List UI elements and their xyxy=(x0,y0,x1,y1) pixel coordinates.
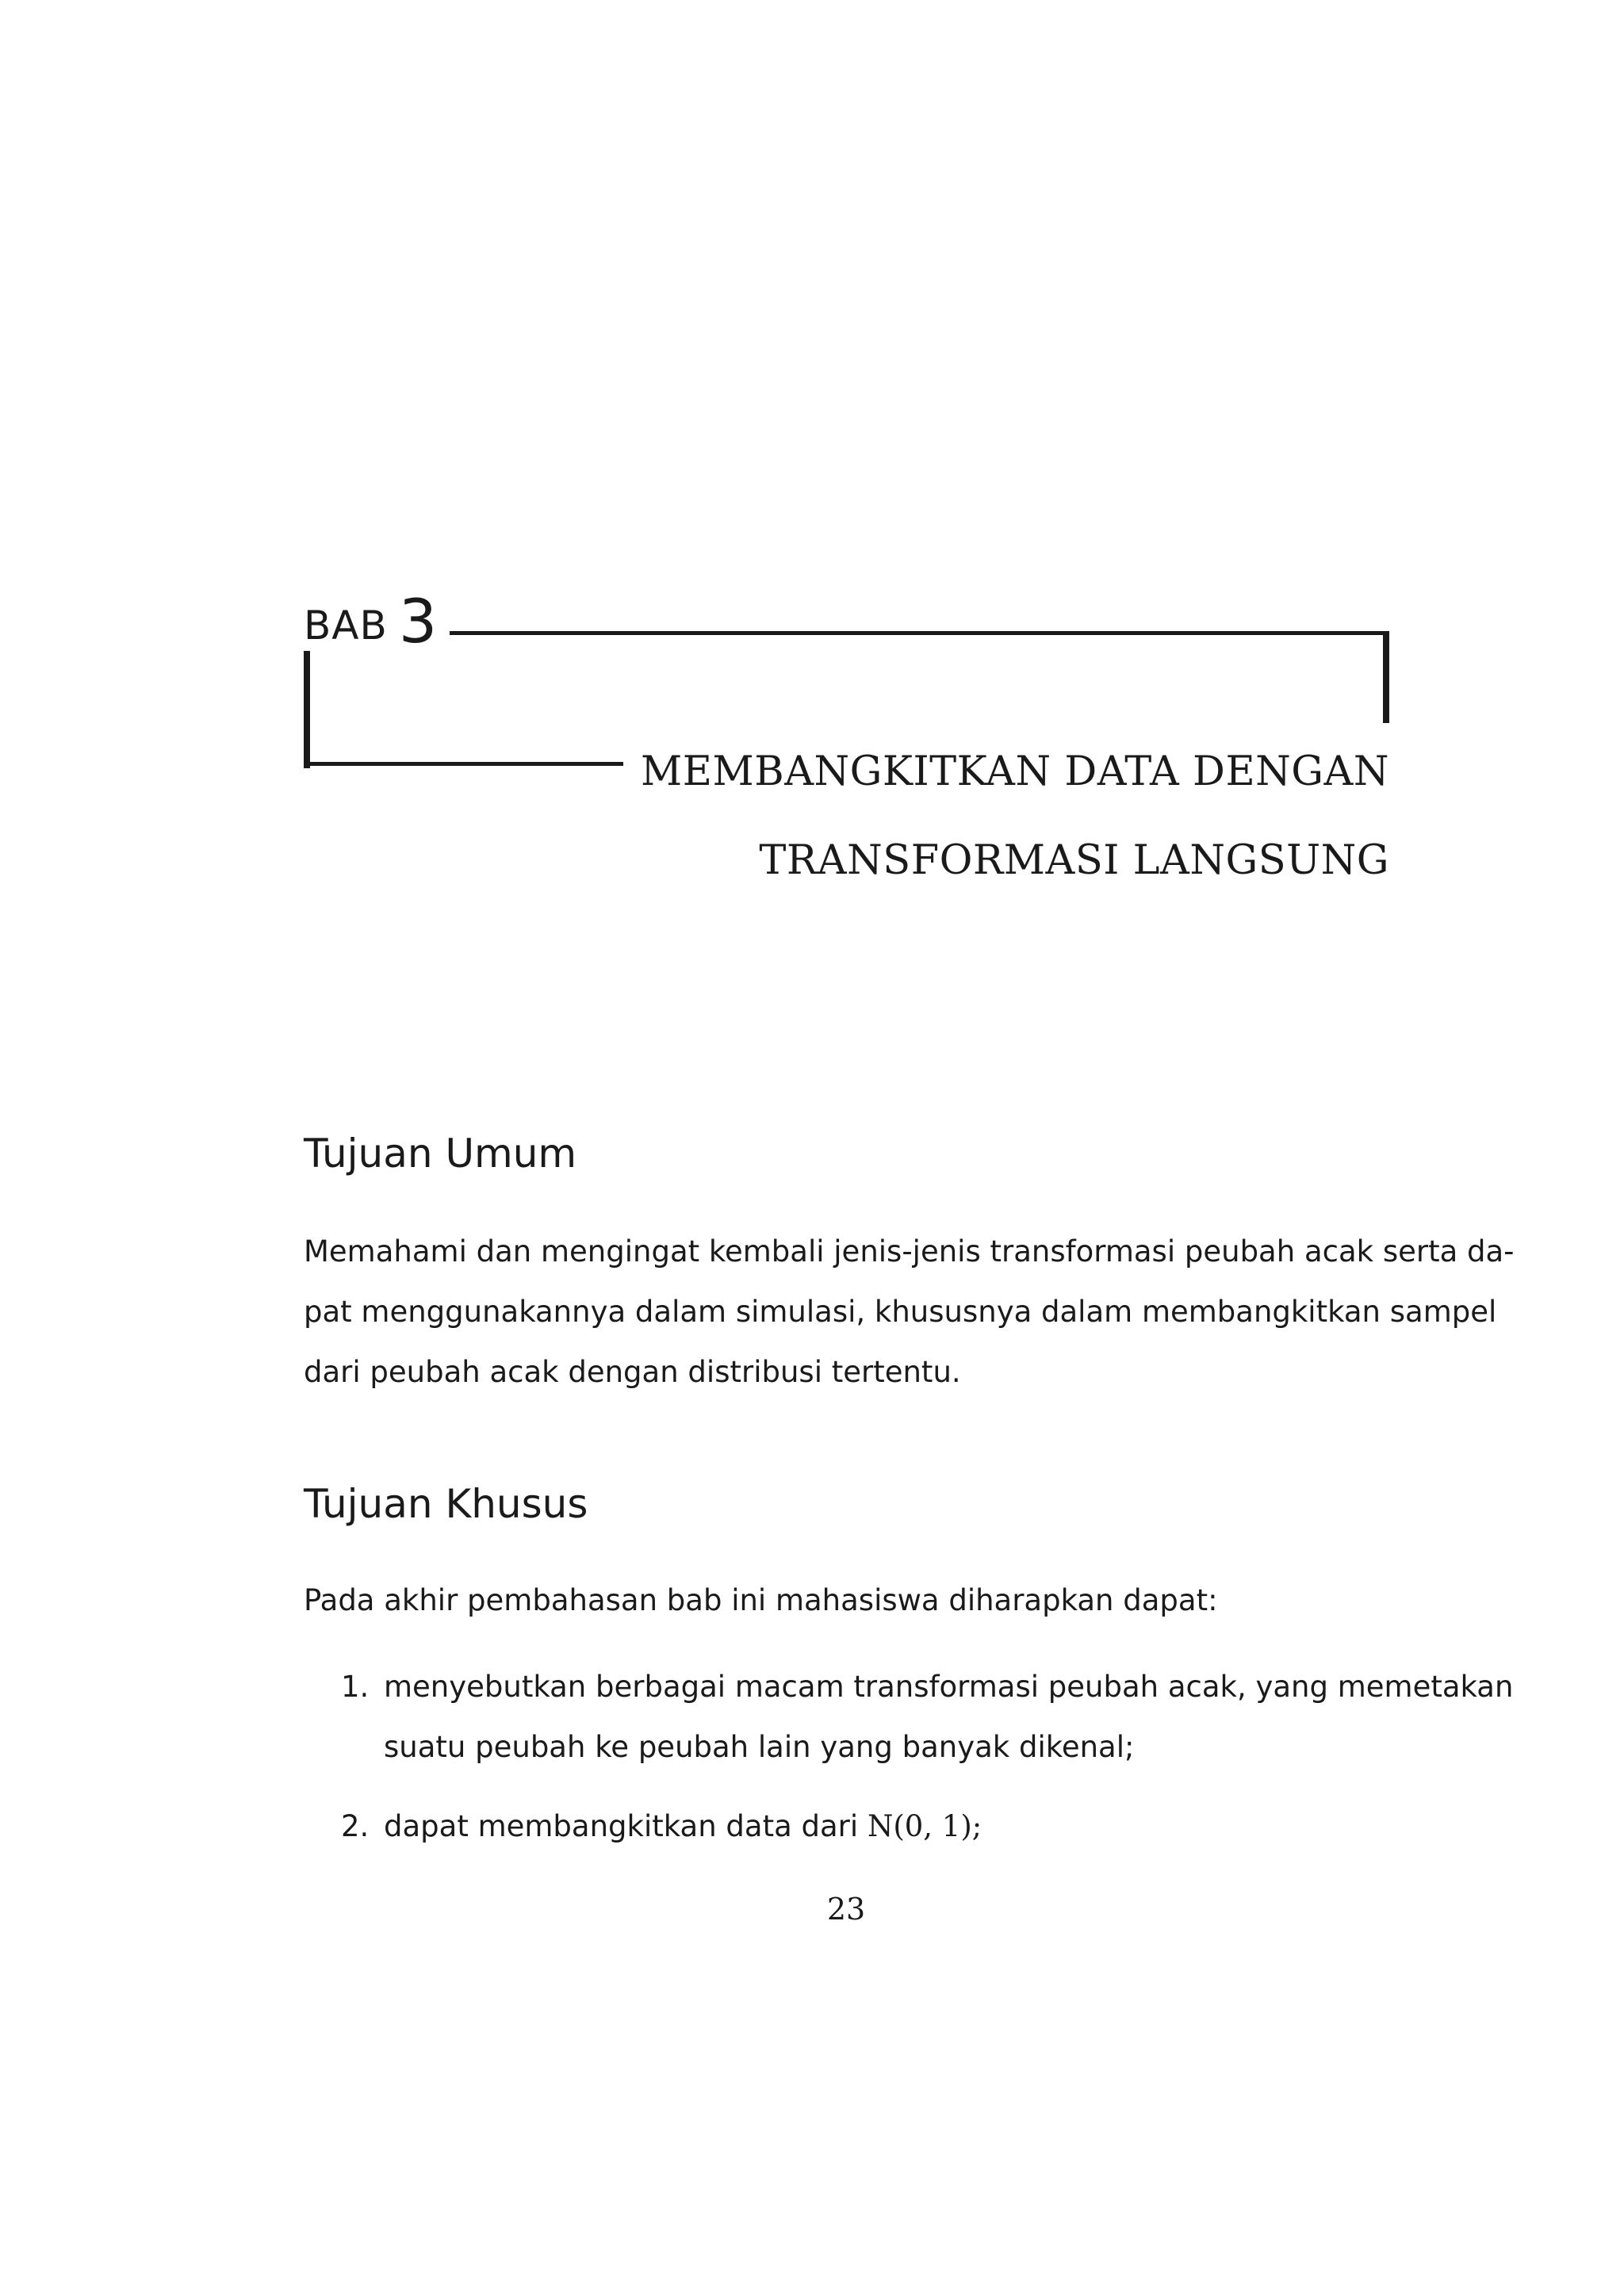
chapter-rule-right xyxy=(1383,631,1389,723)
list-item-number: 1. xyxy=(341,1670,370,1704)
paragraph-line: dari peubah acak dengan distribusi tertentu. xyxy=(304,1355,961,1389)
chapter-label xyxy=(304,572,438,656)
paragraph-tujuan-khusus-intro xyxy=(304,1571,1389,1631)
list-item-text: dapat membangkitkan data dari xyxy=(384,1809,859,1843)
paragraph-line: Memahami dan mengingat kembali jenis-jenis transformasi peubah acak serta da- xyxy=(304,1234,1515,1269)
list-item xyxy=(341,1657,1514,1777)
paragraph-line: Pada akhir pembahasan bab ini mahasiswa diharapkan dapat: xyxy=(304,1583,1218,1617)
chapter-title-line-2: TRANSFORMASI LANGSUNG xyxy=(759,837,1389,884)
list-item-line xyxy=(384,1797,1389,1857)
math-expression: N(0, 1); xyxy=(867,1809,982,1843)
paragraph-line: pat menggunakannya dalam simulasi, khususnya dalam membangkitkan sampel xyxy=(304,1295,1497,1329)
chapter-rule-top xyxy=(450,631,1389,635)
chapter-title-line-1: MEMBANGKITKAN DATA DENGAN xyxy=(641,748,1389,795)
chapter-title xyxy=(555,728,1389,905)
section-heading-tujuan-khusus: Tujuan Khusus xyxy=(304,1481,588,1527)
list-item-line: suatu peubah ke peubah lain yang banyak dikenal; xyxy=(384,1730,1135,1764)
list-item-line: menyebutkan berbagai macam transformasi peubah acak, yang memetakan xyxy=(384,1670,1514,1704)
chapter-word: BAB xyxy=(304,603,388,649)
list-item-body xyxy=(384,1657,1514,1777)
section-heading-tujuan-umum: Tujuan Umum xyxy=(304,1131,577,1177)
chapter-rule-left xyxy=(304,651,310,768)
chapter-number: 3 xyxy=(398,586,438,656)
list-item-number: 2. xyxy=(341,1809,370,1843)
list-item xyxy=(341,1797,1389,1857)
paragraph-tujuan-umum xyxy=(304,1222,1515,1402)
page-number: 23 xyxy=(826,1892,866,1927)
list-item-body xyxy=(384,1797,1389,1857)
